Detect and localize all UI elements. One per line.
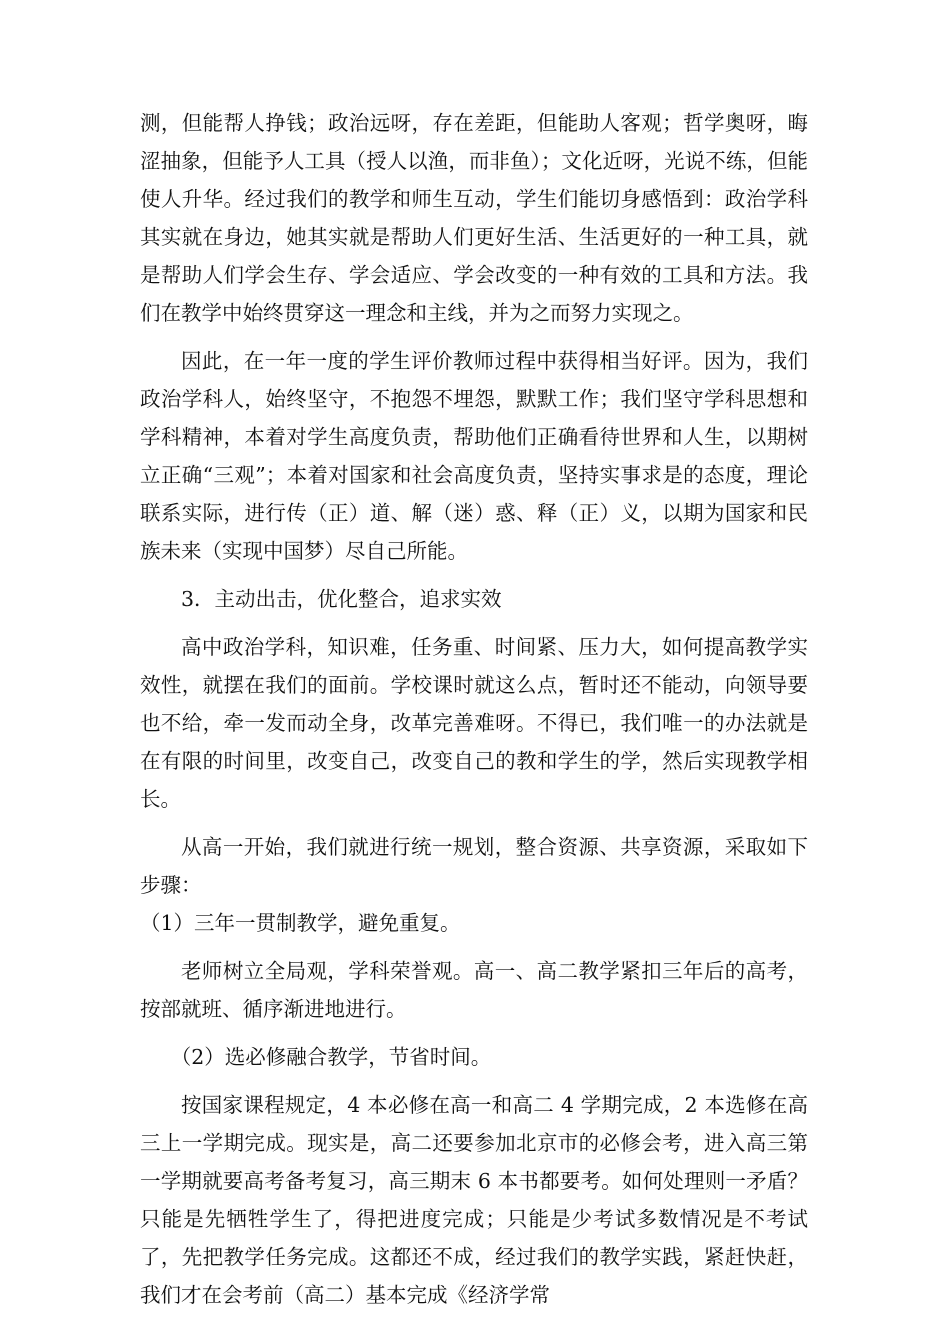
paragraph-evaluation: 因此，在一年一度的学生评价教师过程中获得相当好评。因为，我们政治学科人，始终坚守，不抱怨不埋怨，默默工作；我们坚守学科思想和学科精神，本着对学生高度负责，帮助他们正确看待世界和人生，以期树立正确“三观”；本着对国家和社会高度负责，坚持实事求是的态度，理论联系实际，进行传（正）道、解（迷）惑、释（正）义，以期为国家和民族未来（实现中国梦）尽自己所能。 [140, 349, 808, 563]
step-heading-1: （1）三年一贯制教学，避免重复。 [140, 911, 461, 935]
paragraph-efficiency: 高中政治学科，知识难，任务重、时间紧、压力大，如何提高教学实效性，就摆在我们的面前。学校课时就这么点，暂时还不能动，向领导要也不给，牵一发而动全身，改革完善难呀。不得已，我们唯一的办法就是在有限的时间里，改变自己，改变自己的教和学生的学，然后实现教学相长。 [140, 635, 808, 811]
document-body [140, 104, 808, 1324]
step-heading-2: （2）选必修融合教学，节省时间。 [170, 1045, 492, 1069]
paragraph-global-view: 老师树立全局观，学科荣誉观。高一、高二教学紧扣三年后的高考，按部就班、循序渐进地进行。 [140, 959, 808, 1021]
section-heading-3: 3．主动出击，优化整合，追求实效 [181, 587, 502, 611]
paragraph-curriculum: 按国家课程规定，4 本必修在高一和高二 4 学期完成，2 本选修在高三上一学期完成。现实是，高二还要参加北京市的必修会考，进入高三第一学期就要高考备考复习，高三期末 6 本书都要考。如何处理则一矛盾？只能是先牺牲学生了，得把进度完成；只能是少考试多数情况是不考试了，先把教学任务完成。这都还不成，经过我们的教学实践，紧赶快赶，我们才在会考前（高二）基本完成《经济学常 [140, 1093, 808, 1307]
paragraph-continuation: 测，但能帮人挣钱；政治远呀，存在差距，但能助人客观；哲学奥呀，晦涩抽象，但能予人工具（授人以渔，而非鱼）；文化近呀，光说不练，但能使人升华。经过我们的教学和师生互动，学生们能切身感悟到：政治学科其实就在身边，她其实就是帮助人们更好生活、生活更好的一种工具，就是帮助人们学会生存、学会适应、学会改变的一种有效的工具和方法。我们在教学中始终贯穿这一理念和主线，并为之而努力实现之。 [140, 111, 808, 325]
paragraph-planning: 从高一开始，我们就进行统一规划，整合资源、共享资源，采取如下步骤： [140, 835, 808, 897]
